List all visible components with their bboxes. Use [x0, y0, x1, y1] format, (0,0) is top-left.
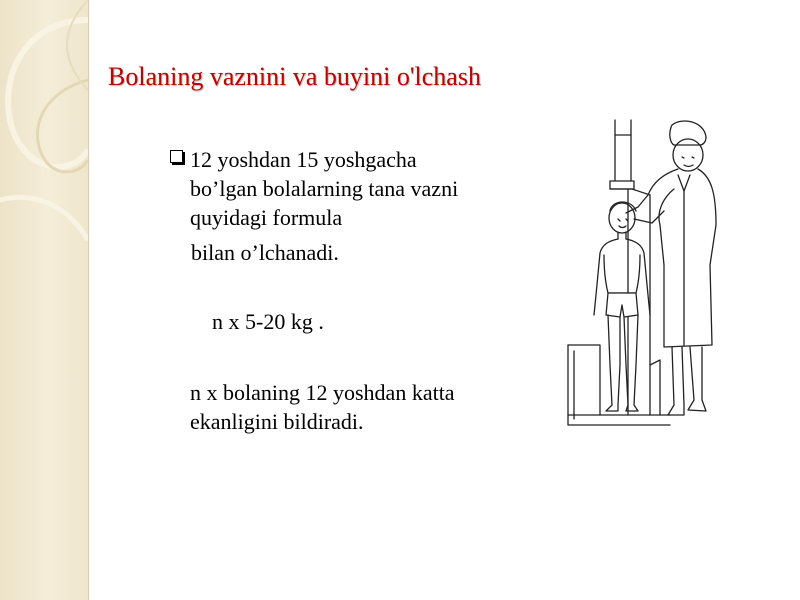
- note-line: n x bolaning 12 yoshdan katta: [190, 380, 455, 405]
- bullet-line: bo’lgan bolalarning tana vazni: [190, 176, 459, 201]
- bullet-item: [170, 145, 540, 232]
- nurse-measuring-child-height-illustration: [560, 115, 720, 435]
- decorative-swirl-graphic: [0, 0, 88, 600]
- continuation-text: bilan o’lchanadi.: [191, 240, 339, 265]
- bullet-line: quyidagi formula: [190, 205, 343, 230]
- formula-note: [170, 378, 540, 436]
- decorative-side-panel: [0, 0, 89, 600]
- slide-title: Bolaning vaznini va buyini o'lchash: [108, 62, 481, 91]
- bullet-line: 12 yoshdan 15 yoshgacha: [190, 147, 417, 172]
- formula-text: n x 5-20 kg .: [212, 309, 324, 334]
- note-line: ekanligini bildiradi.: [190, 409, 364, 434]
- square-bullet-icon: [170, 150, 183, 163]
- slide-body: [170, 145, 540, 436]
